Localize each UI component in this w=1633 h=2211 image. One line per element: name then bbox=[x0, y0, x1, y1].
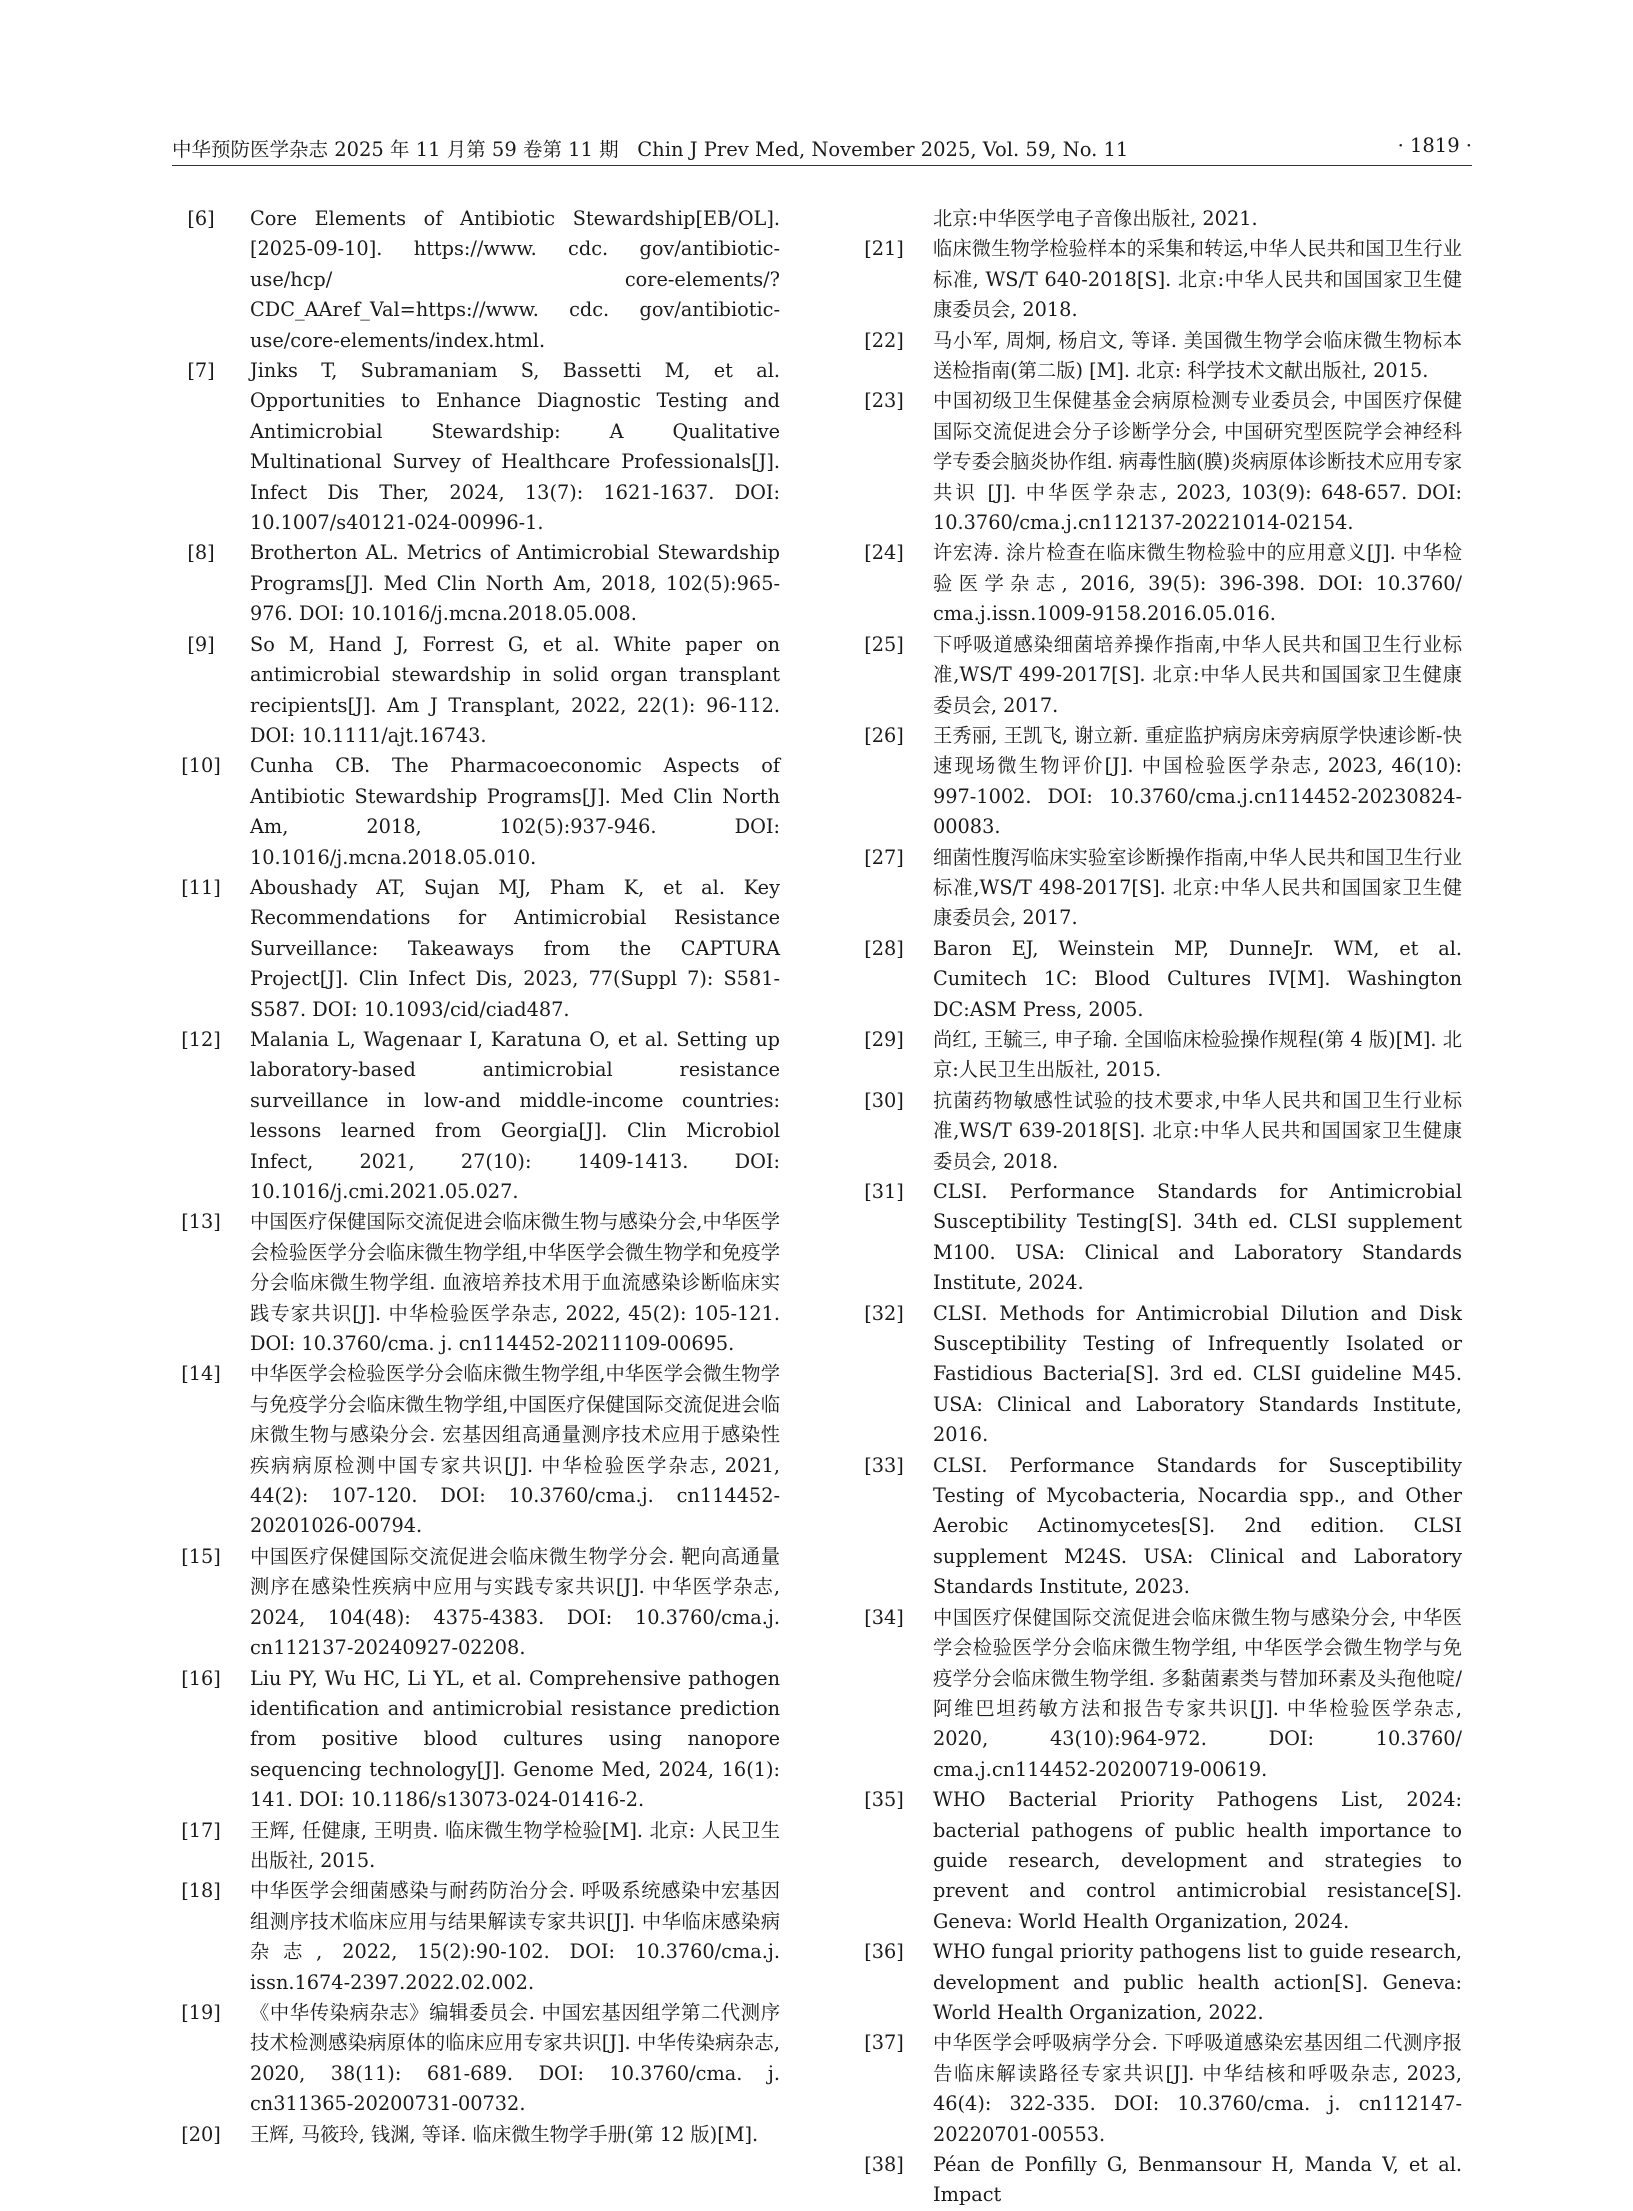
reference-item bbox=[172, 1876, 780, 1998]
reference-number: [33] bbox=[864, 1453, 904, 1477]
reference-number: [28] bbox=[864, 936, 904, 960]
reference-text: 王秀丽, 王凯飞, 谢立新. 重症监护病房床旁病原学快速诊断-快速现场微生物评价[J]. 中国检验医学杂志, 2023, 46(10): 997-1002. DOI: 10.3760/cma.j.cn114452-20230824-00083. bbox=[933, 723, 1462, 839]
reference-item bbox=[855, 1937, 1462, 2028]
reference-number: [12] bbox=[181, 1027, 221, 1051]
reference-column-right bbox=[855, 204, 1462, 2211]
reference-number: [24] bbox=[864, 541, 904, 565]
reference-number: [29] bbox=[864, 1027, 904, 1051]
reference-number: [37] bbox=[864, 2031, 904, 2055]
reference-number: [18] bbox=[181, 1879, 221, 1903]
reference-text: Péan de Ponfilly G, Benmansour H, Manda V, et al. Impact bbox=[933, 2153, 1462, 2207]
reference-text: 马小军, 周炯, 杨启文, 等译. 美国微生物学会临床微生物标本送检指南(第二版) [M]. 北京: 科学技术文献出版社, 2015. bbox=[933, 328, 1462, 383]
reference-text: 《中华传染病杂志》编辑委员会. 中国宏基因组学第二代测序技术检测感染病原体的临床应用专家共识[J]. 中华传染病杂志, 2020, 38(11): 681-689. DOI: 10.3760/cma. j. cn311365-20200731-00732. bbox=[250, 2000, 780, 2116]
reference-number: [10] bbox=[181, 754, 221, 778]
reference-column-left bbox=[172, 204, 780, 2150]
reference-item bbox=[855, 2028, 1462, 2150]
reference-number: [19] bbox=[181, 2000, 221, 2024]
reference-text: 中国初级卫生保健基金会病原检测专业委员会, 中国医疗保健国际交流促进会分子诊断学分会, 中国研究型医院学会神经科学专委会脑炎协作组. 病毒性脑(膜)炎病原体诊断技术应用专家共识 [J]. 中华医学杂志, 2023, 103(9): 648-657. DOI: 10.3760/cma.j.cn112137-20221014-02154. bbox=[933, 389, 1462, 535]
reference-text: 中国医疗保健国际交流促进会临床微生物学分会. 靶向高通量测序在感染性疾病中应用与实践专家共识[J]. 中华医学杂志, 2024, 104(48): 4375-4383. DOI: 10.3760/cma.j. cn112137-20240927-02208. bbox=[250, 1544, 780, 1660]
reference-number: [36] bbox=[864, 1940, 904, 1964]
reference-item bbox=[172, 873, 780, 1025]
reference-number: [30] bbox=[864, 1088, 904, 1112]
reference-item bbox=[172, 751, 780, 873]
reference-item bbox=[172, 356, 780, 538]
reference-item bbox=[855, 721, 1462, 843]
reference-item bbox=[855, 386, 1462, 538]
reference-text: WHO Bacterial Priority Pathogens List, 2024: bacterial pathogens of public health importance to guide research, development and strategies to prevent and control antimicrobial resistance[S]. Geneva: World Health Organization, 2024. bbox=[933, 1788, 1462, 1933]
header-rule bbox=[172, 165, 1472, 166]
reference-number: [15] bbox=[181, 1544, 221, 1568]
reference-number: [26] bbox=[864, 723, 904, 747]
reference-item bbox=[855, 1086, 1462, 1177]
reference-number: [27] bbox=[864, 845, 904, 869]
reference-number: [22] bbox=[864, 328, 904, 352]
reference-text: 中华医学会细菌感染与耐药防治分会. 呼吸系统感染中宏基因组测序技术临床应用与结果解读专家共识[J]. 中华临床感染病杂志, 2022, 15(2):90-102. DOI: 10.3760/cma.j. issn.1674-2397.2022.02.002. bbox=[250, 1879, 780, 1994]
reference-number: [31] bbox=[864, 1180, 904, 1203]
reference-text: Baron EJ, Weinstein MP, DunneJr. WM, et al. Cumitech 1C: Blood Cultures IV[M]. Washington DC:ASM Press, 2005. bbox=[933, 936, 1462, 1021]
reference-continuation bbox=[855, 204, 1462, 234]
reference-text: CLSI. Performance Standards for Antimicrobial Susceptibility Testing[S]. 34th ed. CLSI supplement M100. USA: Clinical and Laboratory Standards Institute, 2024. bbox=[933, 1180, 1462, 1295]
reference-item bbox=[855, 538, 1462, 629]
reference-text: 下呼吸道感染细菌培养操作指南,中华人民共和国卫生行业标准,WS/T 499-2017[S]. 北京:中华人民共和国国家卫生健康委员会, 2017. bbox=[933, 632, 1462, 717]
journal-citation bbox=[172, 134, 1128, 162]
reference-text: CLSI. Methods for Antimicrobial Dilution and Disk Susceptibility Testing of Infrequently Isolated or Fastidious Bacteria[S]. 3rd ed. CLSI guideline M45. USA: Clinical and Laboratory Standards Institute, 2016. bbox=[933, 1301, 1462, 1447]
reference-number: [25] bbox=[864, 632, 904, 656]
reference-number: [11] bbox=[181, 875, 221, 899]
reference-item bbox=[855, 1451, 1462, 1603]
reference-text: 中华医学会呼吸病学分会. 下呼吸道感染宏基因组二代测序报告临床解读路径专家共识[J]. 中华结核和呼吸杂志, 2023, 46(4): 322-335. DOI: 10.3760/cma. j. cn112147-20220701-00553. bbox=[933, 2031, 1462, 2146]
reference-item bbox=[172, 2120, 780, 2150]
reference-text: 中国医疗保健国际交流促进会临床微生物与感染分会,中华医学会检验医学分会临床微生物学组,中华医学会微生物学和免疫学分会临床微生物学组. 血液培养技术用于血流感染诊断临床实践专家共识[J]. 中华检验医学杂志, 2022, 45(2): 105-121. DOI: 10.3760/cma. j. cn114452-20211109-00695. bbox=[250, 1210, 780, 1356]
page-number: · 1819 · bbox=[1397, 134, 1472, 157]
reference-number: [38] bbox=[864, 2153, 904, 2176]
reference-number: [8] bbox=[187, 541, 215, 565]
reference-text: 尚红, 王毓三, 申子瑜. 全国临床检验操作规程(第 4 版)[M]. 北京:人民卫生出版社, 2015. bbox=[933, 1027, 1462, 1082]
reference-text: CLSI. Performance Standards for Susceptibility Testing of Mycobacteria, Nocardia spp., and Other Aerobic Actinomycetes[S]. 2nd edition. CLSI supplement M24S. USA: Clinical and Laboratory Standards Institute, 2023. bbox=[933, 1453, 1462, 1599]
reference-number: [35] bbox=[864, 1788, 904, 1812]
journal-name-cn: 中华预防医学杂志 2025 年 11 月第 59 卷第 11 期 bbox=[172, 138, 619, 161]
reference-number: [17] bbox=[181, 1818, 221, 1842]
reference-item bbox=[172, 1207, 780, 1359]
reference-number: [20] bbox=[181, 2122, 221, 2146]
reference-item bbox=[172, 1025, 780, 1207]
reference-text: 临床微生物学检验样本的采集和转运,中华人民共和国卫生行业标准, WS/T 640-2018[S]. 北京:中华人民共和国国家卫生健康委员会, 2018. bbox=[933, 237, 1462, 322]
reference-number: [14] bbox=[181, 1362, 221, 1386]
reference-number: [9] bbox=[187, 632, 215, 656]
reference-item bbox=[855, 934, 1462, 1025]
reference-item bbox=[172, 538, 780, 629]
reference-text: 抗菌药物敏感性试验的技术要求,中华人民共和国卫生行业标准,WS/T 639-2018[S]. 北京:中华人民共和国国家卫生健康委员会, 2018. bbox=[933, 1088, 1462, 1173]
reference-item bbox=[855, 1299, 1462, 1451]
reference-item bbox=[172, 630, 780, 752]
reference-item bbox=[855, 843, 1462, 934]
reference-number: [7] bbox=[187, 359, 215, 383]
journal-name-en: Chin J Prev Med, November 2025, Vol. 59, No. 11 bbox=[637, 138, 1129, 161]
reference-item bbox=[855, 326, 1462, 387]
reference-text: Jinks T, Subramaniam S, Bassetti M, et al. Opportunities to Enhance Diagnostic Testing and Antimicrobial Stewardship: A Qualitative Multinational Survey of Healthcare Professionals[J]. Infect Dis Ther, 2024, 13(7): 1621-1637. DOI: 10.1007/s40121-024-00996-1. bbox=[250, 359, 780, 535]
reference-item bbox=[855, 1785, 1462, 1937]
reference-number: [6] bbox=[187, 207, 215, 230]
reference-number: [16] bbox=[181, 1666, 221, 1690]
reference-item bbox=[855, 630, 1462, 721]
reference-item bbox=[172, 1664, 780, 1816]
reference-item bbox=[855, 1025, 1462, 1086]
reference-text: Liu PY, Wu HC, Li YL, et al. Comprehensive pathogen identification and antimicrobial resistance prediction from positive blood cultures using nanopore sequencing technology[J]. Genome Med, 2024, 16(1): 141. DOI: 10.1186/s13073-024-01416-2. bbox=[250, 1666, 780, 1812]
reference-text: 中国医疗保健国际交流促进会临床微生物与感染分会, 中华医学会检验医学分会临床微生物学组, 中华医学会微生物学与免疫学分会临床微生物学组. 多黏菌素类与替加环素及头孢他啶/阿维巴坦药敏方法和报告专家共识[J]. 中华检验医学杂志, 2020, 43(10):964-972. DOI: 10.3760/ cma.j.cn114452-20200719-00619. bbox=[933, 1605, 1462, 1781]
reference-item bbox=[855, 1603, 1462, 1785]
reference-item bbox=[172, 1816, 780, 1877]
reference-item bbox=[172, 1359, 780, 1541]
reference-text: 王辉, 任健康, 王明贵. 临床微生物学检验[M]. 北京: 人民卫生出版社, 2015. bbox=[250, 1818, 780, 1872]
reference-text: Brotherton AL. Metrics of Antimicrobial Stewardship Programs[J]. Med Clin North Am, 2018, 102(5):965-976. DOI: 10.1016/j.mcna.2018.05.008. bbox=[250, 541, 780, 626]
reference-number: [21] bbox=[864, 237, 904, 261]
reference-item bbox=[855, 234, 1462, 325]
reference-text: 许宏涛. 涂片检查在临床微生物检验中的应用意义[J]. 中华检验医学杂志, 2016, 39(5): 396-398. DOI: 10.3760/ cma.j.issn.1009-9158.2016.05.016. bbox=[933, 541, 1462, 626]
reference-text: Malania L, Wagenaar I, Karatuna O, et al. Setting up laboratory-based antimicrobial resistance surveillance in low-and middle-income countries: lessons learned from Georgia[J]. Clin Microbiol Infect, 2021, 27(10): 1409-1413. DOI: 10.1016/j.cmi.2021.05.027. bbox=[250, 1027, 780, 1203]
reference-item bbox=[855, 2150, 1462, 2211]
reference-text: 北京:中华医学电子音像出版社, 2021. bbox=[933, 207, 1258, 230]
reference-text: WHO fungal priority pathogens list to guide research, development and public health action[S]. Geneva: World Health Organization, 2022. bbox=[933, 1940, 1462, 2024]
reference-number: [23] bbox=[864, 389, 904, 413]
reference-item bbox=[172, 1998, 780, 2120]
reference-number: [32] bbox=[864, 1301, 904, 1325]
reference-text: 王辉, 马筱玲, 钱渊, 等译. 临床微生物学手册(第 12 版)[M]. bbox=[250, 2122, 759, 2146]
reference-item bbox=[172, 1542, 780, 1664]
reference-number: [13] bbox=[181, 1210, 221, 1234]
reference-text: Core Elements of Antibiotic Stewardship[EB/OL]. [2025-09-10]. https://www. cdc. gov/antibiotic-use/hcp/ core-elements/? CDC_AAref_Val=https://www. cdc. gov/antibiotic-use/core-elements/index.html. bbox=[250, 207, 780, 352]
running-header bbox=[172, 134, 1472, 164]
reference-text: Aboushady AT, Sujan MJ, Pham K, et al. Key Recommendations for Antimicrobial Resistance Surveillance: Takeaways from the CAPTURA Project[J]. Clin Infect Dis, 2023, 77(Suppl 7): S581-S587. DOI: 10.1093/cid/ciad487. bbox=[250, 875, 780, 1021]
reference-text: 中华医学会检验医学分会临床微生物学组,中华医学会微生物学与免疫学分会临床微生物学组,中国医疗保健国际交流促进会临床微生物与感染分会. 宏基因组高通量测序技术应用于感染性疾病病原检测中国专家共识[J]. 中华检验医学杂志, 2021, 44(2): 107-120. DOI: 10.3760/cma.j. cn114452-20201026-00794. bbox=[250, 1362, 780, 1538]
reference-item bbox=[855, 1177, 1462, 1299]
reference-number: [34] bbox=[864, 1605, 904, 1629]
reference-text: Cunha CB. The Pharmacoeconomic Aspects of Antibiotic Stewardship Programs[J]. Med Clin North Am, 2018, 102(5):937-946. DOI: 10.1016/j.mcna.2018.05.010. bbox=[250, 754, 780, 869]
reference-text: 细菌性腹泻临床实验室诊断操作指南,中华人民共和国卫生行业标准,WS/T 498-2017[S]. 北京:中华人民共和国国家卫生健康委员会, 2017. bbox=[933, 845, 1462, 930]
reference-item bbox=[172, 204, 780, 356]
reference-text: So M, Hand J, Forrest G, et al. White paper on antimicrobial stewardship in solid organ transplant recipients[J]. Am J Transplant, 2022, 22(1): 96-112. DOI: 10.1111/ajt.16743. bbox=[250, 632, 780, 747]
